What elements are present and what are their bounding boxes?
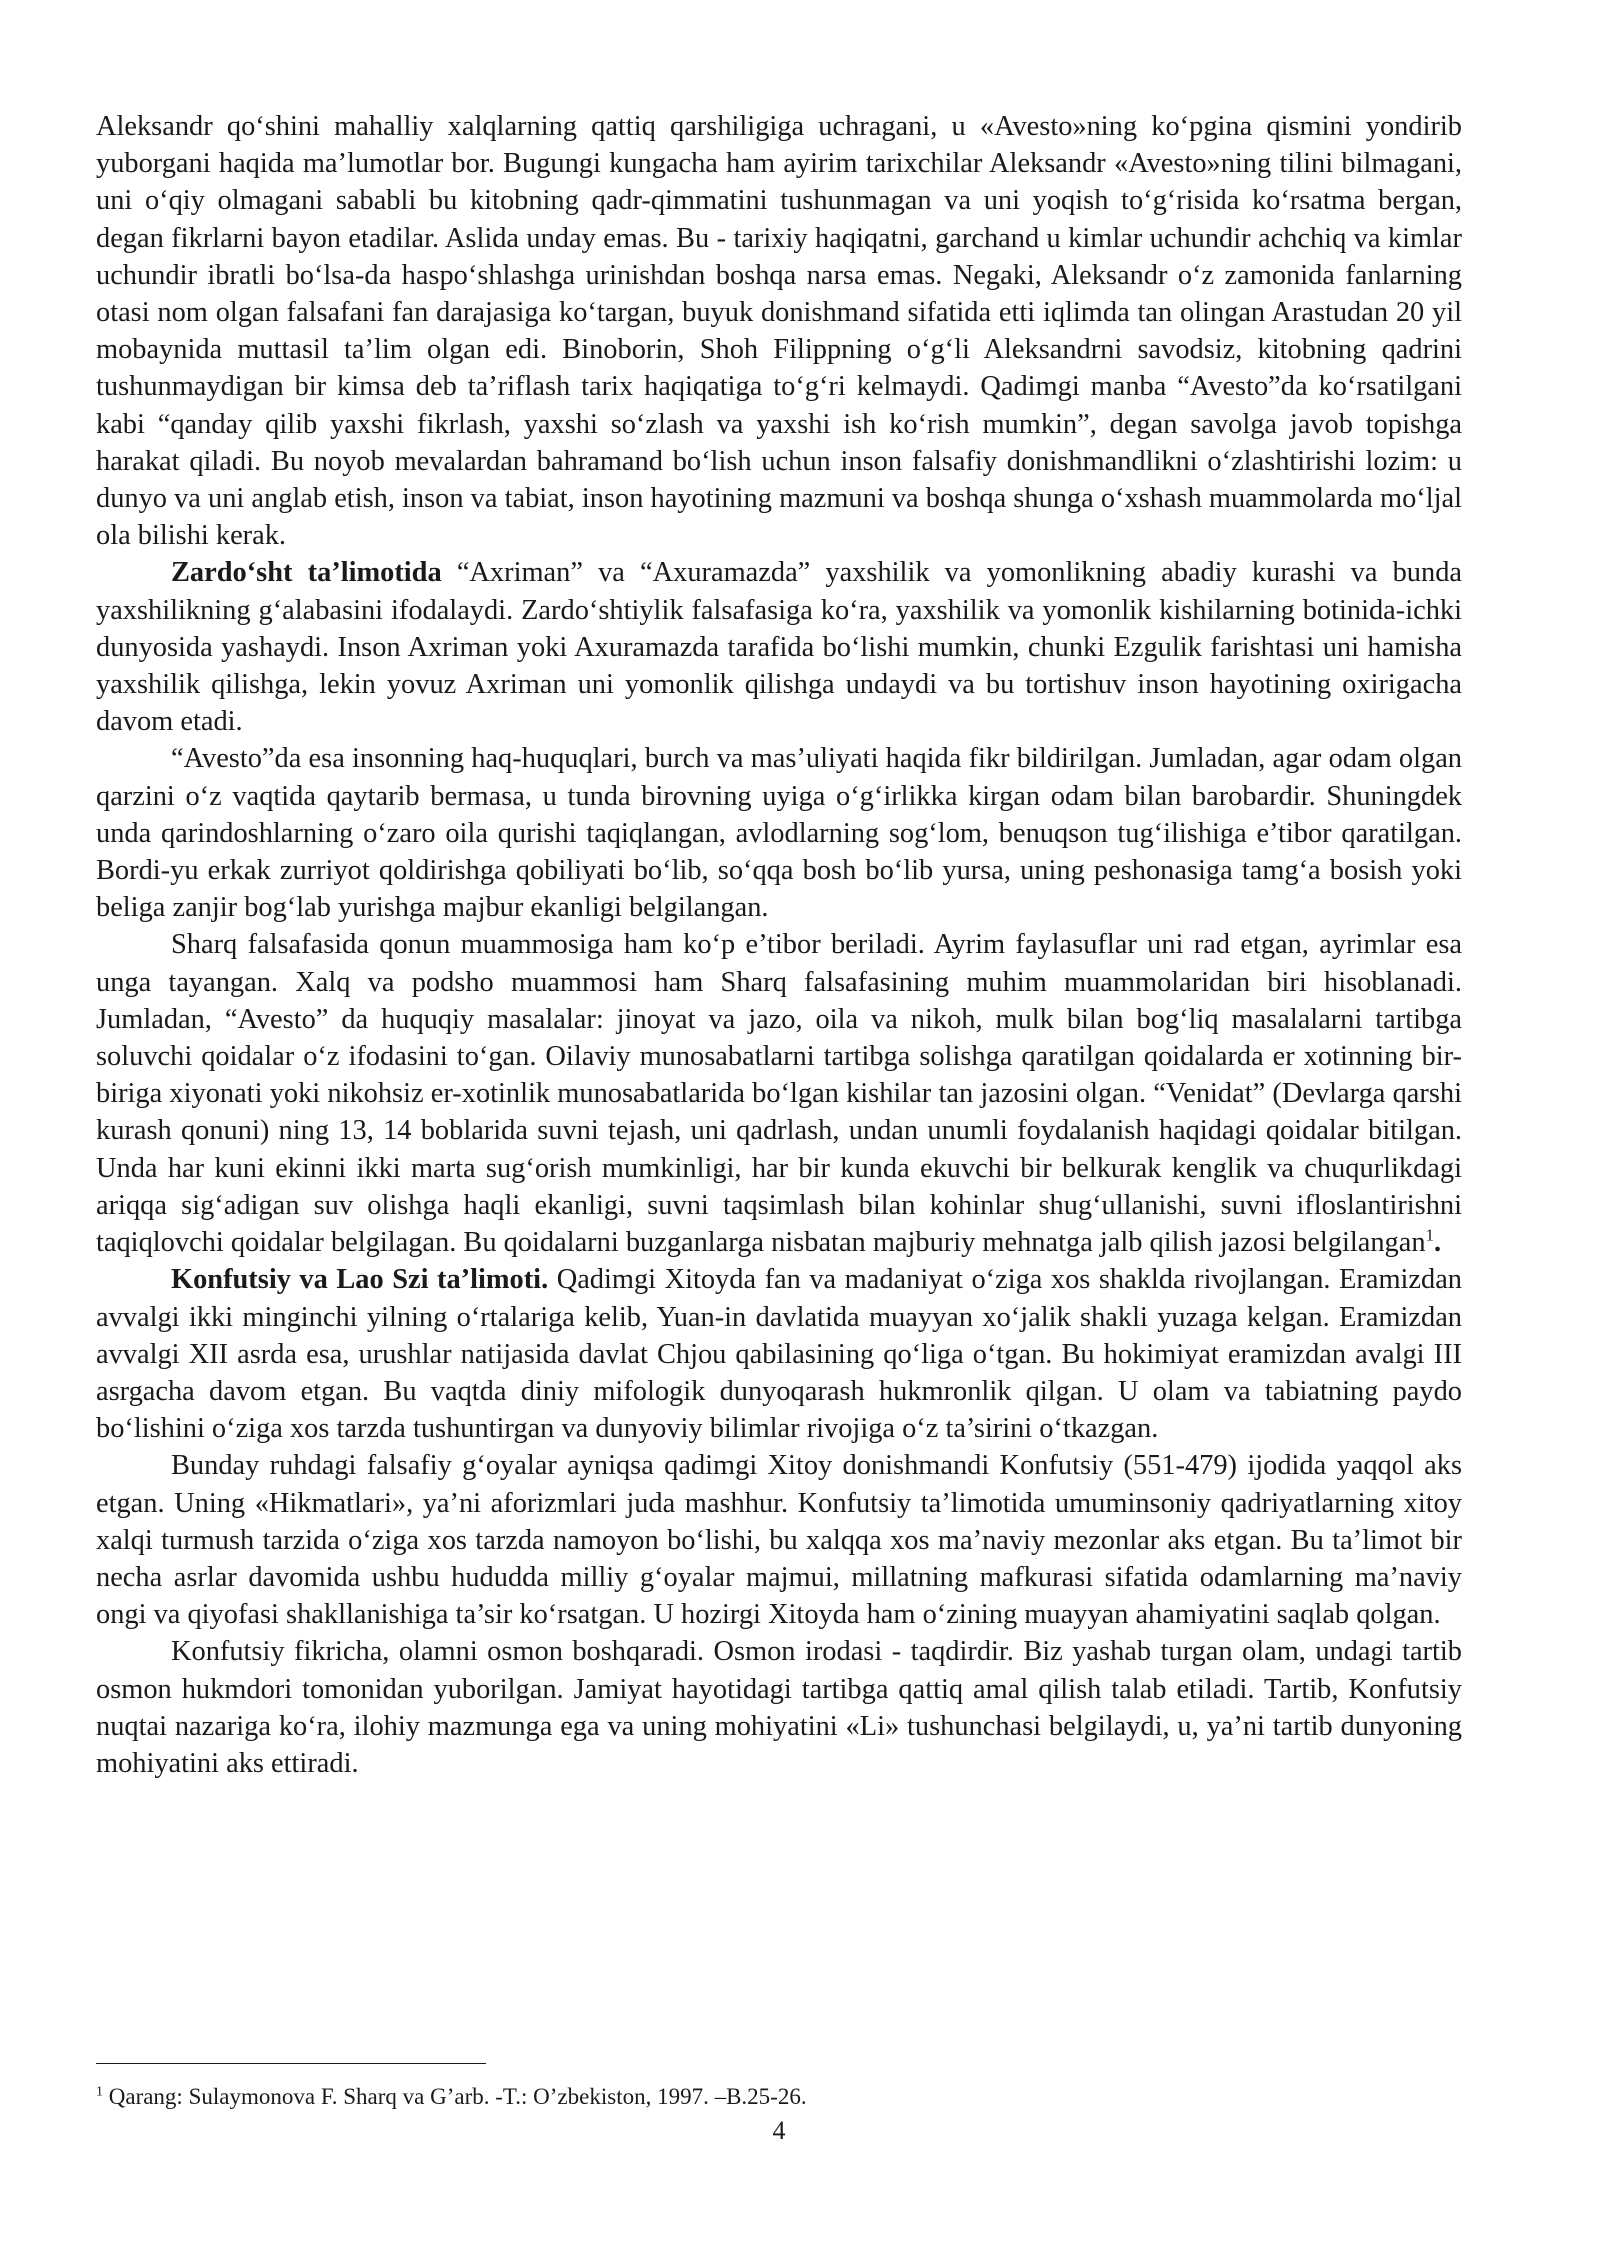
paragraph-avesto-aleksandr: Aleksandr qo‘shini mahalliy xalqlarning qattiq qarshiligiga uchragani, u «Avesto»ning ko‘pgina qismini yondirib yuborgani haqida ma’lumotlar bor. Bugungi kungacha ham ayirim tarixchilar Aleksandr «Avesto»ning tilini bilmagani, uni o‘qiy olmagani sababli bu kitobning qadr-qimmatini tushunmagan va uni yoqish to‘g‘risida ko‘rsatma bergan, degan fikrlarni bayon etadilar. Aslida unday emas. Bu - tarixiy haqiqatni, garchand u kimlar uchundir achchiq va kimlar uchundir ibratli bo‘lsa-da haspo‘shlashga urinishdan boshqa narsa emas. Negaki, Aleksandr o‘z zamonida fanlarning otasi nom olgan falsafani fan darajasiga ko‘targan, buyuk donishmand sifatida etti iqlimda tan olingan Arastudan 20 yil mobaynida muttasil ta’lim olgan edi. Binoborin, Shoh Filippning o‘g‘li Aleksandrni savodsiz, kitobning qadrini tushunmaydigan bir kimsa deb ta’riflash tarix haqiqatiga to‘g‘ri kelmaydi. Qadimgi manba “Avesto”da ko‘rsatilgani kabi “qanday qilib yaxshi fikrlash, yaxshi so‘zlash va yaxshi ish ko‘rish mumkin”, degan savolga javob topishga harakat qiladi. Bu noyob mevalardan bahramand bo‘lish uchun inson falsafiy donishmandlikni o‘zlashtirishi lozim: u dunyo va uni anglab etish, inson va tabiat, inson hayotining mazmuni va boshqa shunga o‘xshash muammolarda mo‘ljal ola bilishi kerak. [96, 111, 1462, 552]
footnote-text: Qarang: Sulaymonova F. Sharq va G’arb. -T.: O’zbekiston, 1997. –B.25-26. [103, 2084, 807, 2109]
section-heading-zardosht: Zardo‘sht ta’limotida [171, 557, 442, 589]
paragraph-tail: . [1434, 1227, 1442, 1259]
paragraph-konfutsiy-ideas: Bunday ruhdagi falsafiy g‘oyalar ayniqsa qadimgi Xitoy donishmandi Konfutsiy (551-479) ijodida yaqqol aks etgan. Uning «Hikmatlari», ya’ni aforizmlari juda mashhur. Konfutsiy ta’limotida umuminsoniy qadriyatlarning xitoy xalqi turmush tarzida o‘ziga xos tarzda namoyon bo‘lishi, bu xalqqa xos ma’naviy mezonlar aks etgan. Bu ta’limot bir necha asrlar davomida ushbu hududda milliy g‘oyalar majmui, millatning mafkurasi sifatida odamlarning ma’naviy ongi va qiyofasi shakllanishiga ta’sir ko‘rsatgan. U hozirgi Xitoyda ham o‘zining muayyan ahamiyatini saqlab qolgan. [96, 1450, 1462, 1631]
paragraph-zardosht [96, 554, 1462, 740]
section-heading-konfutsiy: Konfutsiy va Lao Szi ta’limoti. [171, 1264, 549, 1296]
footnote-number: 1 [96, 2084, 103, 2100]
document-body [96, 108, 1462, 1782]
paragraph-text: Sharq falsafasida qonun muammosiga ham ko‘p e’tibor beriladi. Ayrim faylasuflar uni rad etgan, ayrimlar esa unga tayangan. Xalq va podsho muammosi ham Sharq falsafasining muhim muammolaridan biri hisoblanadi. Jumladan, “Avesto” da huquqiy masalalar: jinoyat va jazo, oila va nikoh, mulk bilan bog‘liq masalalarni tartibga soluvchi qoidalar o‘z ifodasini to‘gan. Oilaviy munosabatlarni tartibga solishga qaratilgan qoidalarda er xotinning bir-biriga xiyonati yoki nikohsiz er-xotinlik munosabatlarida bo‘lgan kishilar tan jazosini olgan. “Venidat” (Devlarga qarshi kurash qonuni) ning 13, 14 boblarida suvni tejash, uni qadrlash, undan unumli foydalanish haqidagi qoidalar bitilgan. Unda har kuni ekinni ikki marta sug‘orish mumkinligi, har bir kunda ekuvchi bir belkurak kenglik va chuqurlikdagi ariqqa sig‘adigan suv olishga haqli ekanligi, suvni taqsimlash bilan kohinlar shug‘ullanishi, suvni ifloslantirishni taqiqlovchi qoidalar belgilagan. Bu qoidalarni buzganlarga nisbatan majburiy mehnatga jalb qilish jazosi belgilangan [96, 929, 1462, 1259]
paragraph-konfutsiy-laoszi [96, 1261, 1462, 1447]
paragraph-eastern-law [96, 926, 1462, 1261]
paragraph-konfutsiy-heaven: Konfutsiy fikricha, olamni osmon boshqaradi. Osmon irodasi - taqdirdir. Biz yashab turgan olam, undagi tartib osmon hukmdori tomonidan yuborilgan. Jamiyat hayotidagi tartibga qattiq amal qilish talab etiladi. Tartib, Konfutsiy nuqtai nazariga ko‘ra, ilohiy mazmunga ega va uning mohiyatini «Li» tushunchasi belgilaydi, u, ya’ni tartib dunyoning mohiyatini aks ettiradi. [96, 1636, 1462, 1779]
paragraph-text: Qadimgi Xitoyda fan va madaniyat o‘ziga xos shaklda rivojlangan. Eramizdan avvalgi ikki minginchi yilning o‘rtalariga kelib, Yuan-in davlatida muayyan xo‘jalik shakli yuzaga kelgan. Eramizdan avvalgi XII asrda esa, urushlar natijasida davlat Chjou qabilasining qo‘liga o‘tgan. Bu hokimiyat eramizdan avalgi III asrgacha davom etgan. Bu vaqtda diniy mifologik dunyoqarash hukmronlik qilgan. U olam va tabiatning paydo bo‘lishini o‘ziga xos tarzda tushuntirgan va dunyoviy bilimlar rivojiga o‘z ta’sirini o‘tkazgan. [96, 1264, 1463, 1445]
page-number: 4 [772, 2116, 786, 2145]
paragraph-text: “Axriman” va “Axuramazda” yaxshilik va yomonlikning abadiy kurashi va bunda yaxshilikning g‘alabasini ifodalaydi. Zardo‘shtiylik falsafasiga ko‘ra, yaxshilik va yomonlik kishilarning botinida-ichki dunyosida yashaydi. Inson Axriman yoki Axuramazda tarafida bo‘lishi mumkin, chunki Ezgulik farishtasi uni hamisha yaxshilik qilishga, lekin yovuz Axriman uni yomonlik qilishga undaydi va bu tortishuv inson hayotining oxirigacha davom etadi. [96, 557, 1462, 738]
paragraph-avesto-rights: “Avesto”da esa insonning haq-huquqlari, burch va mas’uliyati haqida fikr bildirilgan. Jumladan, agar odam olgan qarzini o‘z vaqtida qaytarib bermasa, u tunda birovning uyiga o‘g‘irlikka kirgan odam bilan barobardir. Shuningdek unda qarindoshlarning o‘zaro oila qurishi taqiqlangan, avlodlarning sog‘lom, benuqson tug‘ilishiga e’tibor qaratilgan. Bordi-yu erkak zurriyot qoldirishga qobiliyati bo‘lib, so‘qqa bosh bo‘lib yursa, uning peshonasiga tamg‘a bosish yoki beliga zanjir bog‘lab yurishga majbur ekanligi belgilangan. [96, 743, 1462, 924]
footnote-separator [96, 2063, 486, 2064]
footnote [96, 2082, 1462, 2112]
footnote-reference: 1 [1425, 1225, 1435, 1245]
